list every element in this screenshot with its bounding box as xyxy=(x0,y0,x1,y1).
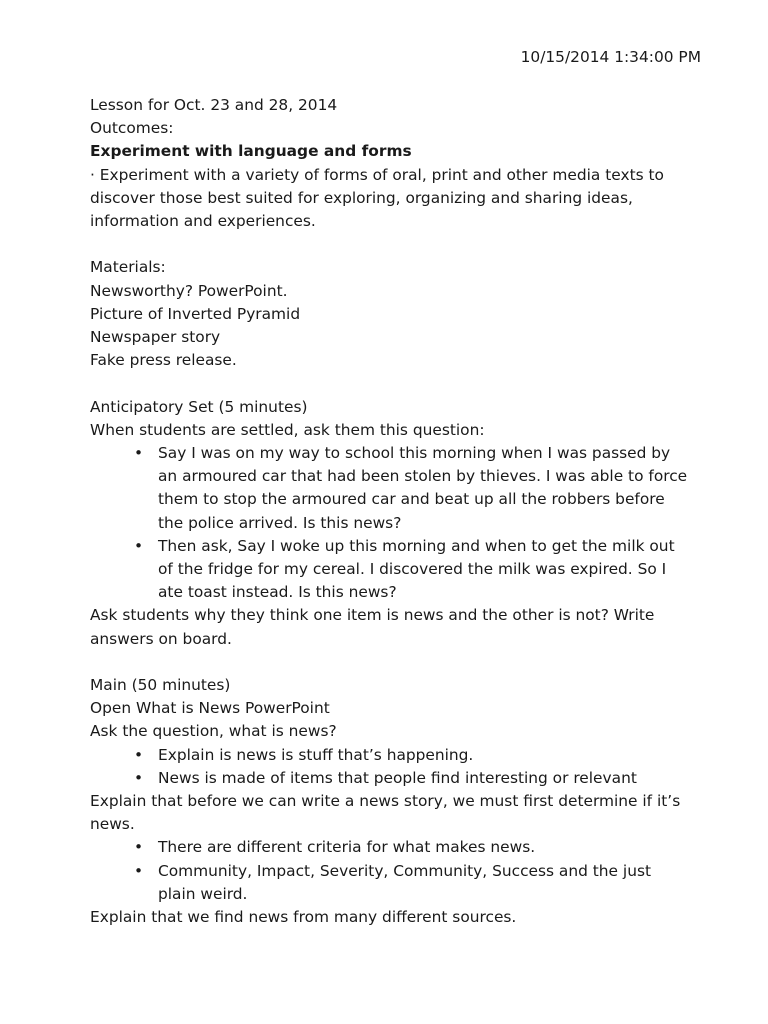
spacer xyxy=(90,372,690,395)
material-item: Newsworthy? PowerPoint. xyxy=(90,281,288,300)
bullet-icon: • xyxy=(134,861,144,880)
bullet-text: Explain is news is stuff that’s happening. xyxy=(158,745,474,764)
bullet-icon: • xyxy=(134,745,144,764)
list-item xyxy=(134,442,690,535)
bullet-icon: • xyxy=(134,536,144,555)
list-item xyxy=(134,836,690,859)
bullet-text: Say I was on my way to school this morning when I was passed by an armoured car that had been stolen by thieves. I was able to force them to stop the armoured car and beat up all the robbers before the police arrived. Is this news? xyxy=(158,444,688,532)
lesson-body xyxy=(90,94,690,929)
list-item xyxy=(134,860,690,906)
main-line: Ask the question, what is news? xyxy=(90,722,337,741)
anticipatory-intro: When students are settled, ask them this question: xyxy=(90,420,485,439)
anticipatory-bullet-list xyxy=(90,442,690,604)
lesson-title: Lesson for Oct. 23 and 28, 2014 xyxy=(90,96,338,114)
bullet-text: Community, Impact, Severity, Community, Success and the just plain weird. xyxy=(158,861,652,903)
material-item: Picture of Inverted Pyramid xyxy=(90,304,301,323)
material-item: Newspaper story xyxy=(90,328,221,347)
anticipatory-followup: Ask students why they think one item is news and the other is not? Write answers on board. xyxy=(90,606,655,648)
spacer xyxy=(90,233,690,256)
list-item xyxy=(134,767,690,790)
main-bullet-list-a xyxy=(90,744,690,790)
materials-label: Materials: xyxy=(90,258,166,277)
material-item: Fake press release. xyxy=(90,351,237,370)
list-item xyxy=(134,535,690,605)
main-bullet-list-b xyxy=(90,836,690,906)
bullet-icon: • xyxy=(134,838,144,857)
timestamp: 10/15/2014 1:34:00 PM xyxy=(520,48,701,66)
list-item xyxy=(134,744,690,767)
outcome-heading: Experiment with language and forms xyxy=(90,142,412,161)
outcomes-label: Outcomes: xyxy=(90,119,174,138)
bullet-text: News is made of items that people find interesting or relevant xyxy=(158,768,637,787)
outcome-text: · Experiment with a variety of forms of oral, print and other media texts to discover those best suited for exploring, organizing and sharing ideas, information and experiences. xyxy=(90,165,664,231)
anticipatory-heading: Anticipatory Set (5 minutes) xyxy=(90,397,308,416)
main-explain: Explain that before we can write a news story, we must first determine if it’s news. xyxy=(90,792,681,834)
main-line: Open What is News PowerPoint xyxy=(90,699,330,718)
bullet-icon: • xyxy=(134,768,144,787)
main-explain: Explain that we find news from many different sources. xyxy=(90,908,517,927)
spacer xyxy=(90,651,690,674)
bullet-text: There are different criteria for what makes news. xyxy=(158,838,536,857)
bullet-icon: • xyxy=(134,444,144,463)
main-heading: Main (50 minutes) xyxy=(90,676,231,695)
bullet-text: Then ask, Say I woke up this morning and when to get the milk out of the fridge for my cereal. I discovered the milk was expired. So I ate toast instead. Is this news? xyxy=(158,536,675,602)
